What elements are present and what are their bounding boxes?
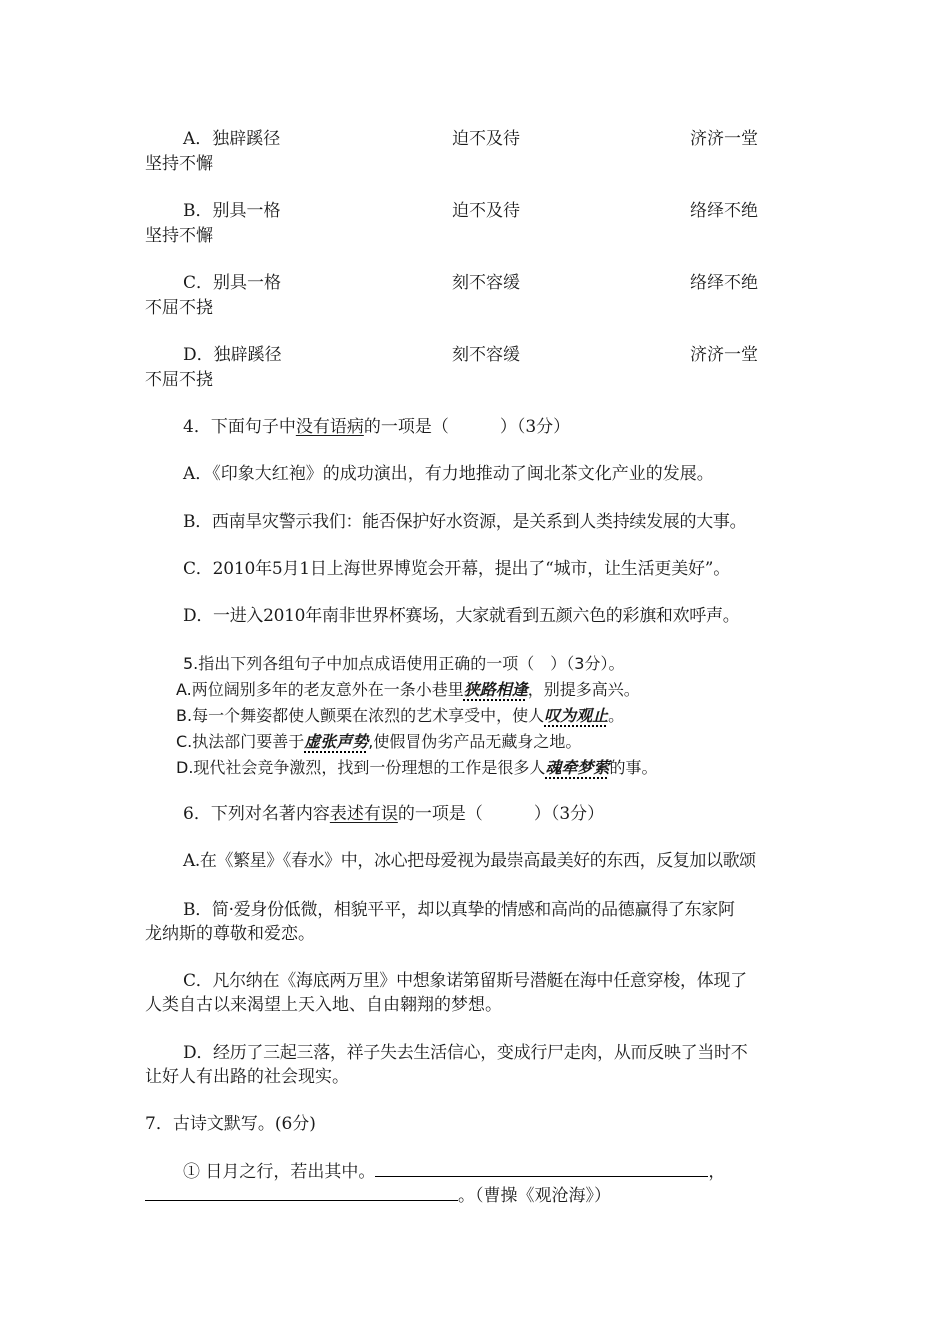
q3-option-d-third: 济济一堂	[690, 345, 758, 365]
q3-option-a-second: 迫不及待	[452, 129, 520, 149]
q7-answer-blank-1[interactable]	[375, 1160, 708, 1177]
q6-option-b-line2: 龙纳斯的尊敬和爱恋。	[145, 924, 315, 944]
q5-option-b-text: B.每一个舞姿都使人颤栗在浓烈的艺术享受中，使人	[176, 706, 545, 725]
q7-item1-text: ① 日月之行，若出其中。	[183, 1162, 376, 1182]
q5-option-d-text: D.现代社会竞争激烈，找到一份理想的工作是很多人	[176, 758, 546, 777]
q5-option-a-tail: ，别提多高兴。	[527, 680, 640, 699]
q3-option-d-first: D．独辟蹊径	[183, 345, 282, 365]
q3-option-c-fourth: 不屈不挠	[145, 298, 213, 318]
q4-option-b: B．西南旱灾警示我们：能否保护好水资源，是关系到人类持续发展的大事。	[183, 512, 747, 532]
q4-title-prefix: 4．下面句子中	[183, 417, 296, 437]
q3-option-d-fourth: 不屈不挠	[145, 370, 213, 390]
q7-answer-blank-2[interactable]	[145, 1184, 458, 1201]
q5-option-a	[176, 679, 640, 701]
q4-title-underlined: 没有语病	[295, 417, 364, 437]
q7-item1-source: 。（曹操《观沧海》）	[458, 1186, 611, 1206]
q4-option-c: C．2010年5月1日上海世界博览会开幕，提出了“城市，让生活更美好”。	[183, 559, 731, 579]
q3-option-a-first: A．独辟蹊径	[183, 129, 281, 149]
q6-option-c-line1: C．凡尔纳在《海底两万里》中想象诺第留斯号潜艇在海中任意穿梭，体现了	[183, 971, 747, 991]
q3-option-d-second: 刻不容缓	[452, 345, 520, 365]
q5-option-c-text: C.执法部门要善于	[176, 732, 305, 751]
q3-option-c-first: C．别具一格	[183, 273, 282, 293]
q3-option-b-second: 迫不及待	[452, 201, 520, 221]
q7-item1-line2	[145, 1184, 611, 1207]
q3-option-b-first: B．别具一格	[183, 201, 281, 221]
q5-option-b-tail: 。	[608, 706, 625, 725]
q6-option-d-line2: 让好人有出路的社会现实。	[145, 1067, 349, 1087]
q7-title: 7．古诗文默写。(6分)	[145, 1114, 316, 1134]
q5-option-c-idiom: 虚张声势	[304, 732, 369, 751]
q3-option-c-third: 络绎不绝	[690, 273, 758, 293]
q6-option-a: A.在《繁星》《春水》中，冰心把母爱视为最崇高最美好的东西，反复加以歌颂	[183, 851, 756, 871]
q6-title-suffix: 的一项是（ ）（3分）	[397, 804, 605, 824]
q3-option-a-fourth: 坚持不懈	[145, 154, 213, 174]
q6-title-underlined: 表述有误	[329, 804, 398, 824]
q5-option-c-tail: ,使假冒伪劣产品无藏身之地。	[368, 732, 582, 751]
q5-option-a-text: A.两位阔别多年的老友意外在一条小巷里	[176, 680, 464, 699]
q4-option-d: D．一进入2010年南非世界杯赛场，大家就看到五颜六色的彩旗和欢呼声。	[183, 606, 740, 626]
q5-option-c	[176, 731, 581, 753]
q6-option-d-line1: D．经历了三起三落，祥子失去生活信心，变成行尸走肉，从而反映了当时不	[183, 1043, 748, 1063]
q5-option-a-idiom: 狭路相逢	[463, 680, 528, 699]
q5-title: 5.指出下列各组句子中加点成语使用正确的一项（ ）（3分）。	[183, 654, 625, 673]
q6-title-prefix: 6．下列对名著内容	[183, 804, 330, 824]
q6-option-b-line1: B．简·爱身份低微，相貌平平，却以真挚的情感和高尚的品德赢得了东家阿	[183, 900, 735, 920]
q5-option-d-idiom: 魂牵梦萦	[545, 758, 610, 777]
q6-option-c-line2: 人类自古以来渴望上天入地、自由翱翔的梦想。	[145, 995, 502, 1015]
q4-option-a: A．《印象大红袍》的成功演出，有力地推动了闽北茶文化产业的发展。	[183, 464, 714, 484]
q5-option-d	[176, 757, 657, 779]
q6-title	[183, 803, 604, 825]
q3-option-c-second: 刻不容缓	[452, 273, 520, 293]
q5-option-b-idiom: 叹为观止	[544, 706, 609, 725]
q3-option-b-fourth: 坚持不懈	[145, 226, 213, 246]
q7-item1-comma: ，	[708, 1162, 726, 1182]
q5-option-d-tail: 的事。	[609, 758, 658, 777]
q7-item1-line1	[183, 1160, 725, 1183]
q4-title	[183, 416, 570, 438]
q3-option-a-third: 济济一堂	[690, 129, 758, 149]
q5-option-b	[176, 705, 624, 727]
q3-option-b-third: 络绎不绝	[690, 201, 758, 221]
q4-title-suffix: 的一项是（ ）（3分）	[363, 417, 571, 437]
